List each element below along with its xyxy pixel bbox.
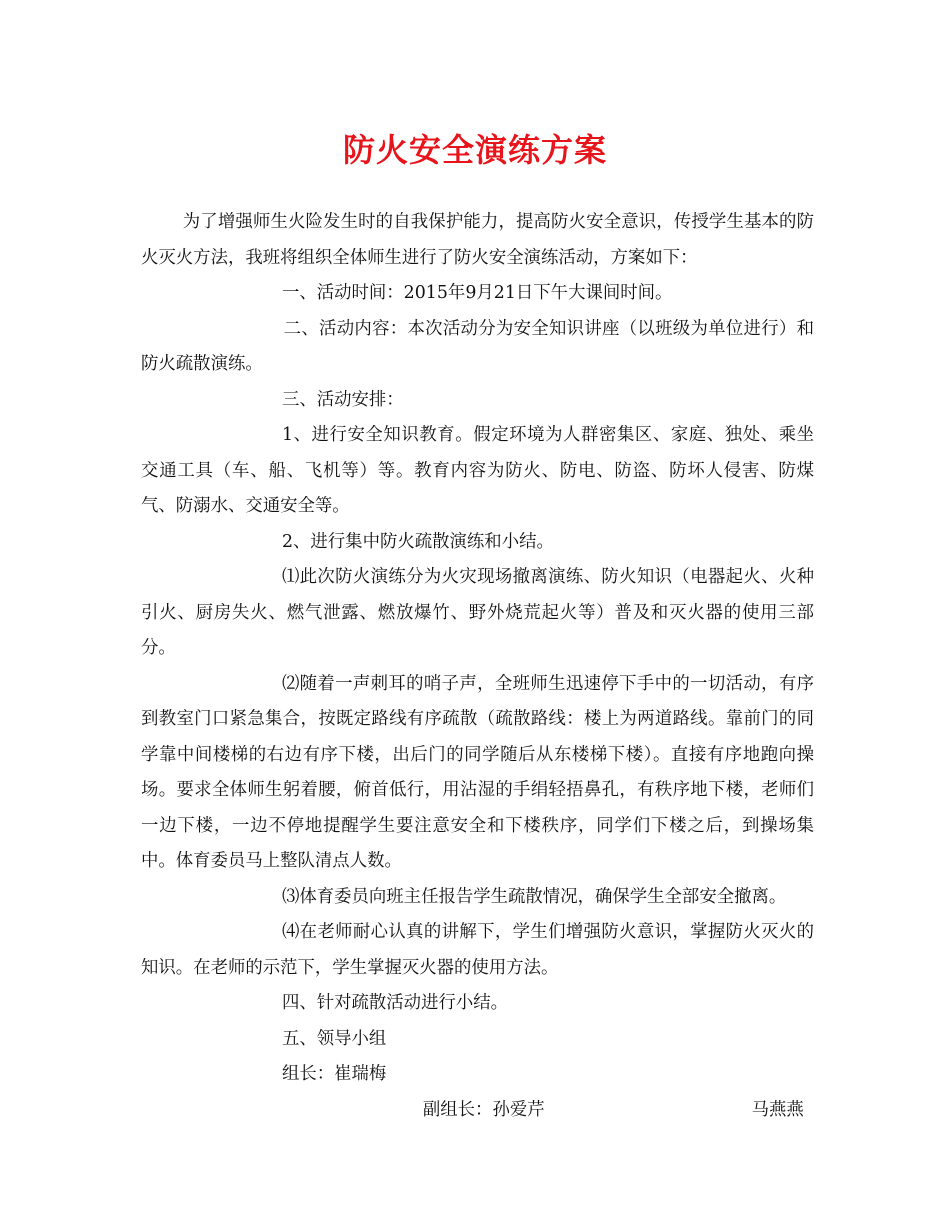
deputy-second: 马燕燕 [751,1099,804,1120]
intro-paragraph: 为了增强师生火险发生时的自我保护能力，提高防火安全意识，传授学生基本的防火灭火方法，我班将组织全体师生进行了防火安全演练活动，方案如下： [141,212,814,268]
drill-step-4: ⑷在老师耐心认真的讲解下，学生们增强防火意识，掌握防火灭火的知识。在老师的示范下，学生掌握灭火器的使用方法。 [141,922,814,978]
drill-step-2: ⑵随着一声刺耳的哨子声，全班师生迅速停下手中的一切活动，有序到教室门口紧急集合，按既定路线有序疏散（疏散路线：楼上为两道路线。靠前门的同学靠中间楼梯的右边有序下楼，出后门的同学随后从东楼梯下楼）。直接有序地跑向操场。要求全体师生躬着腰，俯首低行，用沾湿的手绢轻捂鼻孔，有秩序地下楼，老师们一边下楼，一边不停地提醒学生要注意安全和下楼秩序，同学们下楼之后，到操场集中。体育委员马上整队清点人数。 [141,673,814,871]
arrangement-item-1: 1、进行安全知识教育。假定环境为人群密集区、家庭、独处、乘坐交通工具（车、船、飞机等）等。教育内容为防火、防电、防盗、防坏人侵害、防煤气、防溺水、交通安全等。 [141,425,814,516]
document-title: 防火安全演练方案 [342,131,607,169]
deputy-first: 副组长：孙爱芹 [422,1099,545,1120]
leader-line: 组长：崔瑞梅 [281,1064,387,1084]
arrangement-item-2: 2、进行集中防火疏散演练和小结。 [281,531,554,552]
section-time: 一、活动时间：2015年9月21日下午大课间时间。 [281,283,673,303]
deputy-line [141,1093,814,1129]
section-leadership-heading: 五、领导小组 [281,1028,387,1049]
drill-step-3: ⑶体育委员向班主任报告学生疏散情况，确保学生全部安全撤离。 [281,886,787,907]
document-body [141,205,814,1128]
drill-step-1: ⑴此次防火演练分为火灾现场撤离演练、防火知识（电器起火、火种引火、厨房失火、燃气泄露、燃放爆竹、野外烧荒起火等）普及和灭火器的使用三部分。 [141,567,814,658]
section-summary: 四、针对疏散活动进行小结。 [281,993,509,1013]
section-content: 二、活动内容：本次活动分为安全知识讲座（以班级为单位进行）和防火疏散演练。 [141,318,814,374]
section-arrangement-heading: 三、活动安排： [281,389,404,410]
